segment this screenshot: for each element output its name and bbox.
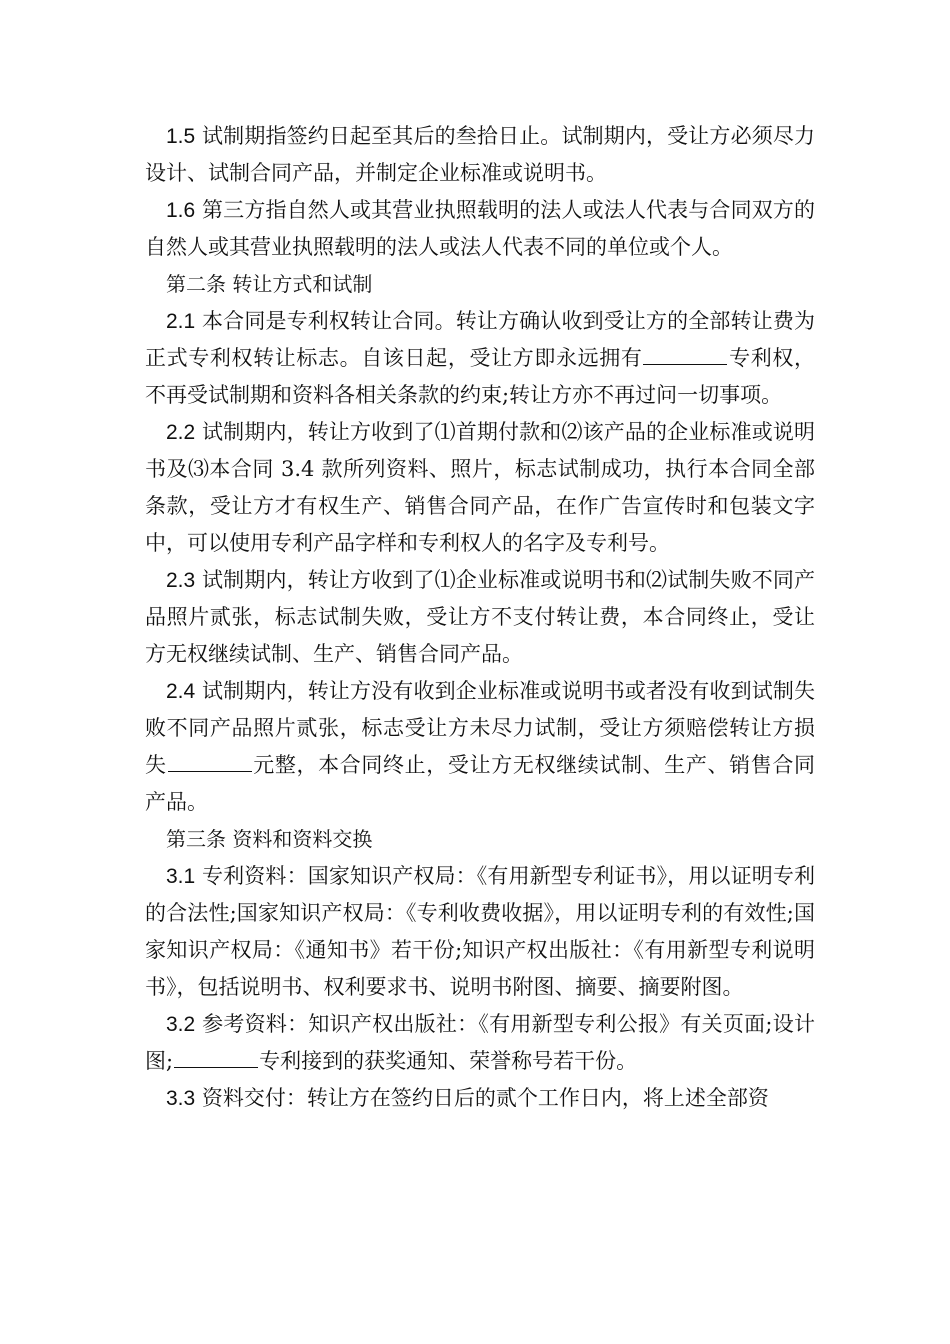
fill-in-blank[interactable] bbox=[168, 770, 252, 772]
clause-text: 试制期内，转让方收到了⑴企业标准或说明书和⑵试制失败不同产品照片贰张，标志试制失败，受让方不支付转让费，本合同终止，受让方无权继续试制、生产、销售合同产品。 bbox=[145, 568, 815, 666]
clause-text: 本合同是专利权转让合同。转让方确认收到受让方的全部转让费为正式专利权转让标志。自该日起，受让方即永远拥有 bbox=[145, 309, 815, 370]
clause-text: 专利接到的获奖通知、荣誉称号若干份。 bbox=[259, 1049, 638, 1073]
clause-paragraph bbox=[145, 858, 815, 1006]
section-heading: 第三条 资料和资料交换 bbox=[166, 827, 373, 851]
clause-text: 试制期内，转让方收到了⑴首期付款和⑵该产品的企业标准或说明书及⑶本合同 3.4 款所列资料、照片，标志试制成功，执行本合同全部条款，受让方才有权生产、销售合同产品，在作广告宣传时和包装文字中，可以使用专利产品字样和专利权人的名字及专利号。 bbox=[145, 420, 815, 555]
section-heading: 第二条 转让方式和试制 bbox=[166, 272, 373, 296]
clause-paragraph bbox=[145, 303, 815, 414]
clause-paragraph bbox=[145, 1006, 815, 1080]
clause-paragraph bbox=[145, 1080, 815, 1117]
clause-number: 2.1 bbox=[166, 310, 196, 333]
clause-text: 元整，本合同终止，受让方无权继续试制、生产、销售合同产品。 bbox=[145, 753, 816, 814]
fill-in-blank[interactable] bbox=[643, 363, 727, 365]
clause-paragraph bbox=[145, 192, 815, 266]
clause-text: 专利资料：国家知识产权局：《有用新型专利证书》，用以证明专利的合法性;国家知识产权局：《专利收费收据》，用以证明专利的有效性;国家知识产权局：《通知书》若干份;知识产权出版社：《有用新型专利说明书》，包括说明书、权利要求书、说明书附图、摘要、摘要附图。 bbox=[145, 864, 815, 999]
clause-paragraph bbox=[145, 673, 815, 821]
document-body bbox=[145, 118, 815, 1117]
clause-text: 专利权，不再受试制期和资料各相关条款的约束;转让方亦不再过问一切事项。 bbox=[145, 346, 816, 407]
clause-number: 2.3 bbox=[166, 569, 196, 592]
clause-text: 资料交付：转让方在签约日后的贰个工作日内，将上述全部资 bbox=[201, 1086, 769, 1110]
clause-text: 参考资料：知识产权出版社：《有用新型专利公报》有关页面;设计图; bbox=[145, 1012, 815, 1073]
clause-text: 试制期内，转让方没有收到企业标准或说明书或者没有收到试制失败不同产品照片贰张，标志受让方未尽力试制，受让方须赔偿转让方损失 bbox=[145, 679, 815, 777]
clause-number: 2.4 bbox=[166, 680, 196, 703]
clause-text: 试制期指签约日起至其后的叁拾日止。试制期内，受让方必须尽力设计、试制合同产品，并制定企业标准或说明书。 bbox=[145, 124, 815, 185]
clause-number: 3.1 bbox=[166, 865, 196, 888]
clause-paragraph bbox=[145, 118, 815, 192]
clause-number: 1.5 bbox=[166, 125, 196, 148]
clause-number: 3.2 bbox=[166, 1013, 196, 1036]
clause-number: 3.3 bbox=[166, 1087, 196, 1110]
clause-number: 2.2 bbox=[166, 421, 196, 444]
clause-paragraph bbox=[145, 414, 815, 562]
fill-in-blank[interactable] bbox=[174, 1066, 258, 1068]
clause-text: 第三方指自然人或其营业执照载明的法人或法人代表与合同双方的自然人或其营业执照载明的法人或法人代表不同的单位或个人。 bbox=[145, 198, 815, 259]
clause-number: 1.6 bbox=[166, 199, 196, 222]
clause-paragraph bbox=[145, 562, 815, 673]
